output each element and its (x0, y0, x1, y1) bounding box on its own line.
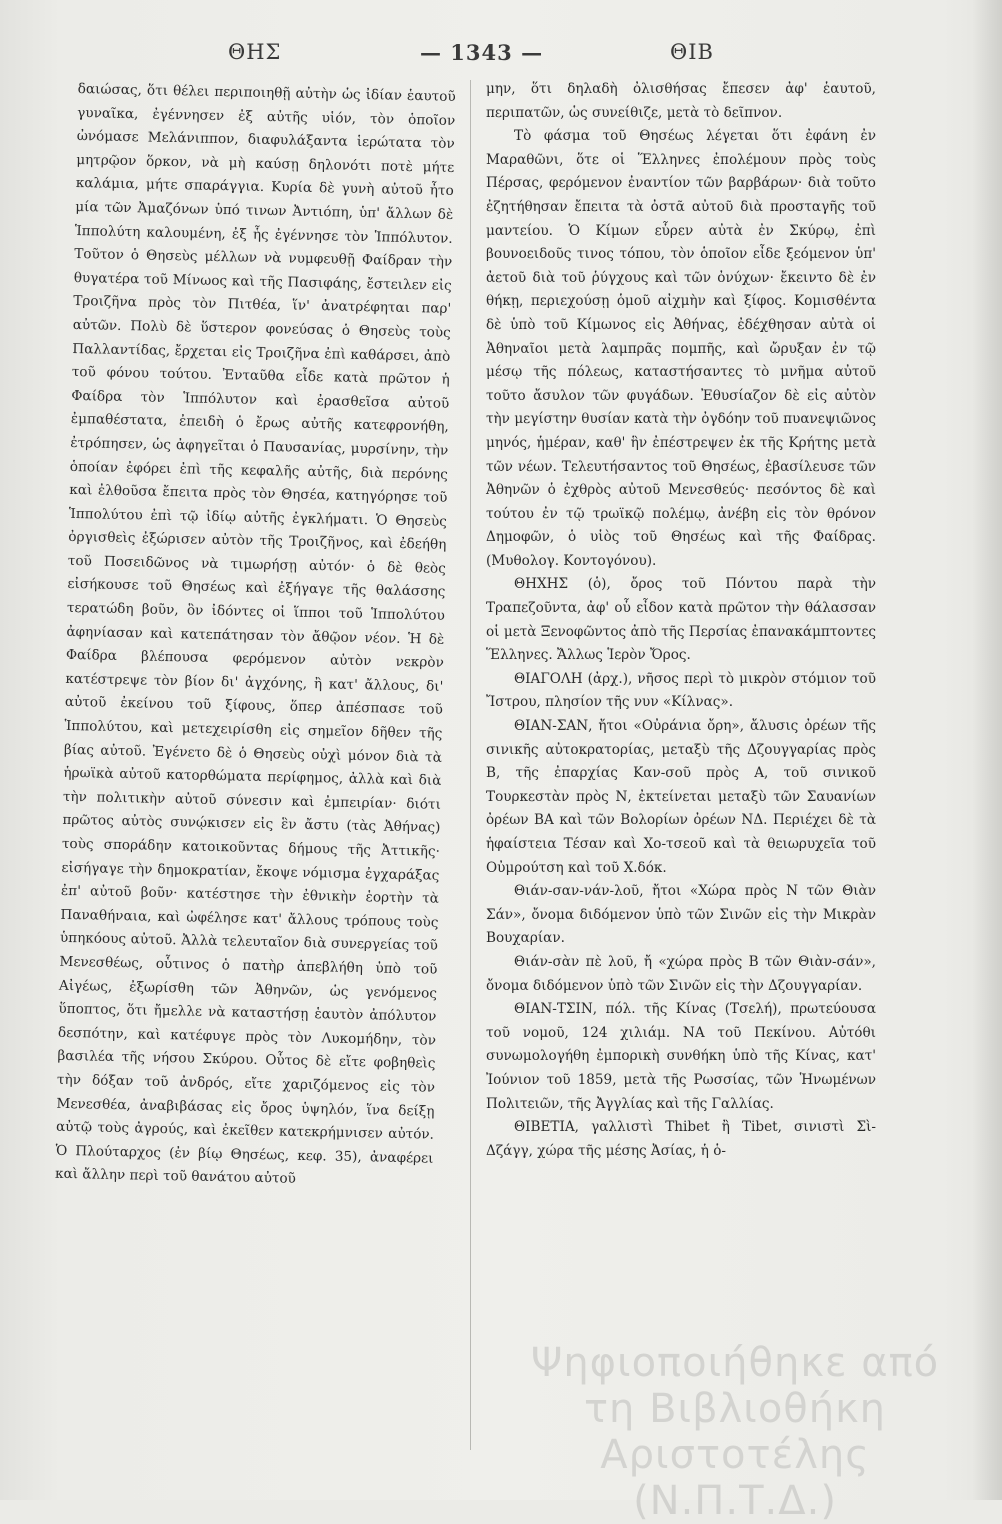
entry-thian-san-pe-lou: Θιάν-σὰν πὲ λοῦ, ἤ «χώρα πρὸς Β τῶν Θιὰν-σάν», ὄνομα διδόμενον ὑπὸ τῶν Σινῶν εἰς τὴν Δζουγγαρίαν. (486, 953, 876, 994)
entry-thiagoli: ΘΙΑΓΟΛΗ (ἀρχ.), νῆσος περὶ τὸ μικρὸν στόμιον τοῦ Ἴστρου, πλησίον τῆς νυν «Κίλνας». (486, 670, 876, 711)
right-paragraph-continuation: μην, ὅτι δηλαδὴ ὀλισθήσας ἔπεσεν ἀφ' ἑαυτοῦ, περιπατῶν, ὡς συνείθιζε, μετὰ τὸ δεῖπνον. (486, 81, 876, 121)
entry-thian-san-nan-lou: Θιάν-σαν-νάν-λοῦ, ἤτοι «Χώρα πρὸς Ν τῶν Θιὰν Σάν», ὄνομα διδόμενον ὑπὸ τῶν Σινῶν εἰς τὴν Μικρὰν Βουχαρίαν. (486, 883, 876, 947)
page-number: — 1343 — (420, 40, 544, 65)
left-paragraph: δαιώσας, ὅτι θέλει περιποιηθῇ αὐτὴν ὡς ἰδίαν ἑαυτοῦ γυναῖκα, ἐγέννησεν ἐξ αὐτῆς υἱόν, τὸν ὁποῖον ὠνόμασε Μελάνιππον, διαφυλάξαντα ἱερώτατα τὸν μητρῷον ὅρκον, νὰ μὴ καύσῃ δηλονότι ποτὲ μήτε καλάμια, μήτε σπαράγγια. Κυρία δὲ γυνὴ αὐτοῦ ἦτο μία τῶν Ἀμαζόνων ὑπό τινων Ἀντιόπη, ὑπ' ἄλλων δὲ Ἱππολύτη καλουμένη, ἐξ ἧς ἐγέννησε τὸν Ἱππόλυτον. Τοῦτον ὁ Θησεὺς μέλλων νὰ νυμφευθῇ Φαίδραν τὴν θυγατέρα τοῦ Μίνωος καὶ τῆς Πασιφάης, ἔστειλεν εἰς Τροιζῆνα πρὸς τὸν Πιτθέα, ἵν' ἀνατρέφηται παρ' αὐτῶν. Πολὺ δὲ ὕστερον φονεύσας ὁ Θησεὺς τοὺς Παλλαντίδας, ἔρχεται εἰς Τροιζῆνα ἐπὶ καθάρσει, ἀπὸ τοῦ φόνου τούτου. Ἐνταῦθα εἶδε κατὰ πρῶτον ἡ Φαίδρα τὸν Ἱππόλυτον καὶ ἐρασθεῖσα αὐτοῦ ἐμπαθέστατα, ἐπειδὴ ὁ ἔρως αὐτῆς κατεφρονήθη, ἐτρόπησεν, ὡς ἀφηγεῖται ὁ Παυσανίας, μυρσίνην, τὴν ὁποίαν ἐφόρει ἐπὶ τῆς κεφαλῆς αὐτῆς, διὰ περόνης καὶ ἐλθοῦσα ἔπειτα πρὸς τὸν Θησέα, κατηγόρησε τοῦ Ἱππολύτου ἐπὶ τῷ ἰδίῳ αὐτῆς ἐγκλήματι. Ὁ Θησεὺς ὀργισθεὶς ἐξώρισεν αὐτὸν τῆς Τροιζῆνος, καὶ ἐδεήθη τοῦ Ποσειδῶνος νὰ τιμωρήσῃ αὐτόν· ὁ δὲ θεὸς εἰσήκουσε τοῦ Θησέως καὶ ἐξήγαγε τῆς θαλάσσης τερατώδη βοῦν, ὃν ἰδόντες οἱ ἵπποι τοῦ Ἱππολύτου ἀφηνίασαν καὶ κατεπάτησαν τὸν ἄθῷον νέον. Ἡ δὲ Φαίδρα βλέπουσα φερόμενον αὐτὸν νεκρὸν κατέστρεψε τὸν βίον δι' ἀγχόνης, ἢ κατ' ἄλλους, δι' αὐτοῦ ἐκείνου τοῦ ξίφους, ὅπερ ἀπέσπασε τοῦ Ἱππολύτου, καὶ μετεχειρίσθη εἰς σημεῖον δῆθεν τῆς βίας αὐτοῦ. Ἐγένετο δὲ ὁ Θησεὺς οὐχὶ μόνον διὰ τὰ ἡρωϊκὰ αὐτοῦ κατορθώματα περίφημος, ἀλλὰ καὶ διὰ τὴν πολιτικὴν αὐτοῦ σύνεσιν καὶ ἐμπειρίαν· διότι πρῶτος αὐτὸς συνῴκισεν εἰς ἓν ἄστυ (τὰς Ἀθήνας) τοὺς σποράδην κατοικοῦντας δήμους τῆς Ἀττικῆς· εἰσήγαγε τὴν δημοκρατίαν, ἔκοψε νόμισμα ἐγχαράξας ἐπ' αὐτοῦ βοῦν· κατέστησε τὴν ἐθνικὴν ἑορτὴν τὰ Παναθήναια, καὶ ὠφέλησε κατ' ἄλλους τρόπους τοὺς ὑπηκόους αὐτοῦ. Ἀλλὰ τελευταῖον διὰ συνεργείας τοῦ Μενεσθέως, οὗτινος ὁ πατὴρ ἀπεβλήθη ὑπὸ τοῦ Αἰγέως, ἐξωρίσθη τῶν Ἀθηνῶν, ὡς γενόμενος ὕποπτος, ὅτι ἤμελλε νὰ καταστήσῃ ἑαυτὸν ἀπόλυτον δεσπότην, καὶ κατέφυγε πρὸς τὸν Λυκομήδην, τὸν βασιλέα τῆς νήσου Σκύρου. Οὗτος δὲ εἴτε φοβηθεὶς τὴν δόξαν τοῦ ἀνδρός, εἴτε χαριζόμενος εἰς τὸν Μενεσθέα, ἀναβιβάσας εἰς ὄρος ὑψηλόν, ἵνα δείξῃ αὐτῷ τοὺς ἀγρούς, καὶ ἐκεῖθεν κατεκρήμνισεν αὐτόν. Ὁ Πλούταρχος (ἐν βίῳ Θησέως, κεφ. 35), ἀναφέρει καὶ ἄλλην περὶ τοῦ θανάτου αὐτοῦ (54, 80, 456, 1188)
entry-thiches: ΘΗΧΗΣ (ὁ), ὄρος τοῦ Πόντου παρὰ τὴν Τραπεζοῦντα, ἀφ' οὗ εἶδον κατὰ πρῶτον τὴν θάλασσαν οἱ μετὰ Ξενοφῶντος ἀπὸ τῆς Περσίας ἐπανακάμπτοντες Ἕλληνες. Ἄλλως Ἱερὸν Ὄρος. (486, 576, 876, 664)
entry-thivetia: ΘΙΒΕΤΙΑ, γαλλιστὶ Thibet ἢ Tibet, σινιστὶ Σὶ-Δζάγγ, χώρα τῆς μέσης Ἀσίας, ἡ ὁ- (486, 1119, 876, 1159)
header-right-keyword: ΘΙΒ (670, 40, 714, 64)
left-text-column (55, 78, 456, 1195)
header-left-keyword: ΘΗΣ (228, 40, 282, 64)
column-divider (470, 80, 471, 1450)
right-paragraph-theseus-ghost: Τὸ φάσμα τοῦ Θησέως λέγεται ὅτι ἐφάνη ἐν Μαραθῶνι, ὅτε οἱ Ἕλληνες ἐπολέμουν πρὸς τοὺς Πέρσας, φερόμενον ἐναντίον τῶν βαρβάρων· διὰ τοῦτο ἐζητήθησαν ἔπειτα τὰ ὀστᾶ αὐτοῦ διὰ προσταγῆς τοῦ μαντείου. Ὁ Κίμων εὗρεν αὐτὰ ἐν Σκύρῳ, ἐπὶ βουνοειδοῦς τινος τόπου, τὸν ὁποῖον εἶδε ξεόμενον ὑπ' ἀετοῦ διὰ τοῦ ῥύγχους καὶ τῶν ὀνύχων· ἔκειντο δὲ ἐν θήκῃ, περιεχούσῃ ὁμοῦ αἰχμὴν καὶ ξίφος. Κομισθέντα δὲ ὑπὸ τοῦ Κίμωνος εἰς Ἀθήνας, ἐδέχθησαν αὐτὰ οἱ Ἀθηναῖοι μετὰ λαμπρᾶς πομπῆς, καὶ ὤρυξαν ἐν τῷ μέσῳ τῆς πόλεως, καταστήσαντες τὸ μνῆμα αὐτοῦ τοῦτο ἄσυλον τῶν φυγάδων. Ἐθυσίαζον δὲ εἰς αὐτὸν τὴν μεγίστην θυσίαν κατὰ τὴν ὀγδόην τοῦ πυανεψιῶνος μηνός, ἡμέραν, καθ' ἣν ἐπέστρεψεν ἐκ τῆς Κρήτης μετὰ τῶν νέων. Τελευτήσαντος τοῦ Θησέως, ἐβασίλευσε τῶν Ἀθηνῶν ὁ ἐχθρὸς αὐτοῦ Μενεσθεύς· πεσόντος δὲ καὶ τούτου ἐν τῷ τρωϊκῷ πολέμῳ, ἀνέβη εἰς τὸν θρόνον Δημοφῶν, ὁ υἱὸς τοῦ Θησέως καὶ τῆς Φαίδρας. (Μυθολογ. Κοντογόνου). (486, 128, 876, 569)
page-header (0, 36, 1002, 76)
right-text-column (486, 78, 876, 1163)
entry-thian-tsin: ΘΙΑΝ-ΤΣΙΝ, πόλ. τῆς Κίνας (Τσελή), πρωτεύουσα τοῦ νομοῦ, 124 χιλιάμ. ΝΑ τοῦ Πεκίνου. Αὐτόθι συνωμολογήθη ἐμπορικὴ συνθήκη ὑπὸ τῆς Κίνας, κατ' Ἰούνιον τοῦ 1859, μετὰ τῆς Ρωσσίας, τῶν Ἡνωμένων Πολιτειῶν, τῆς Ἀγγλίας καὶ τῆς Γαλλίας. (486, 1001, 876, 1112)
library-watermark: Ψηφιοποιήθηκε από τη Βιβλιοθήκη Αριστοτέλης (Ν.Π.Τ.Δ.) (530, 1340, 940, 1524)
page-edge-shadow (972, 0, 1002, 1500)
entry-thian-san: ΘΙΑΝ-ΣΑΝ, ἤτοι «Οὐράνια ὄρη», ἄλυσις ὀρέων τῆς σινικῆς αὐτοκρατορίας, μεταξὺ τῆς Δζουγγαρίας πρὸς Β, τῆς ἐπαρχίας Καν-σοῦ πρὸς Α, τοῦ σινικοῦ Τουρκεστὰν πρὸς Ν, ἐκτείνεται μεταξὺ τῶν Σαυανίων ὀρέων ΒΑ καὶ τῶν Βολορίων ὀρέων ΝΔ. Περιέχει δὲ τὰ ἡφαίστεια Τέσαν καὶ Χο-τσεοῦ καὶ τὰ θειωρυχεῖα τοῦ Οὐμρούτση καὶ τοῦ Χ.δόκ. (486, 718, 876, 876)
